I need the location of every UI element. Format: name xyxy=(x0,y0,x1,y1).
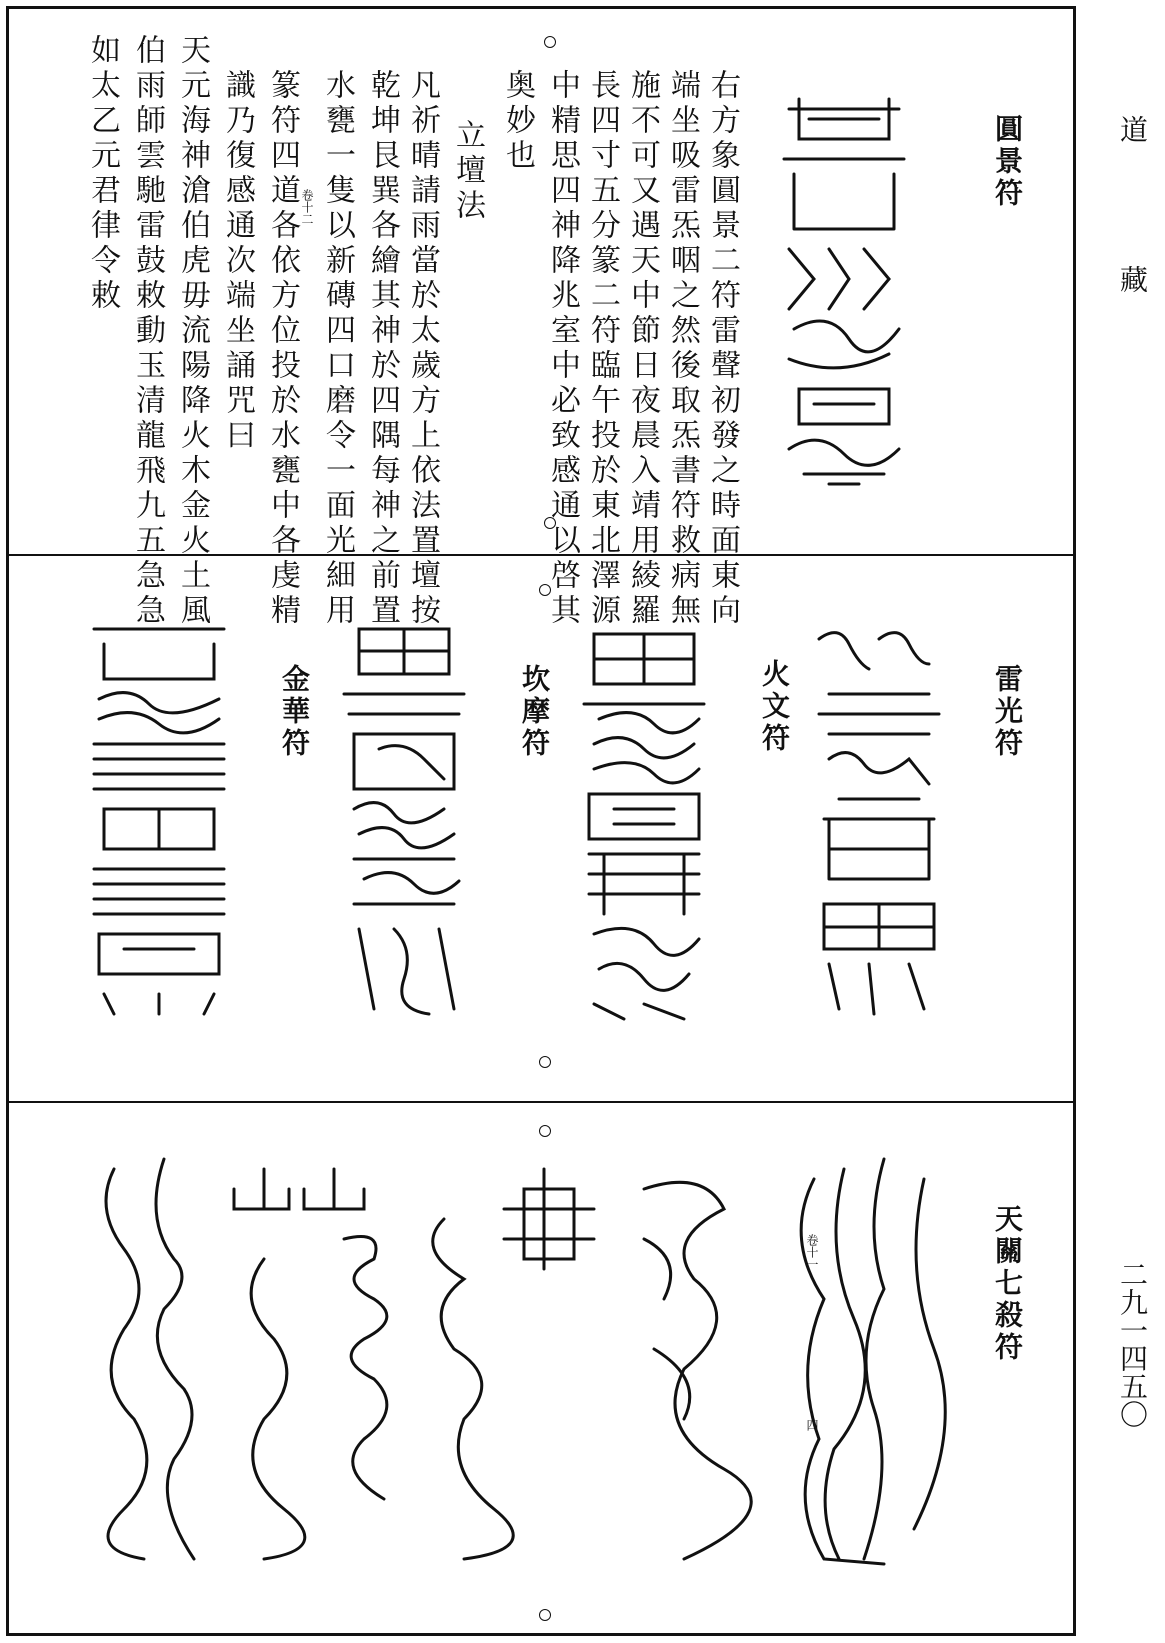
marginal-note-juan: 卷十一 xyxy=(805,1234,819,1270)
section-heading-lishanfa: 立壇法 xyxy=(450,119,485,224)
text-column-6: 奥妙也 xyxy=(500,69,535,174)
huowen-talisman-seal xyxy=(574,624,714,1024)
text-column-13: 天元海神滄伯虎毋流陽降火木金火土風 xyxy=(175,34,210,629)
talisman-label-kanmo: 坎摩符 xyxy=(518,664,551,760)
punctuation-circle xyxy=(544,36,556,48)
text-column-12: 識乃復感通次端坐誦咒曰 xyxy=(220,69,255,454)
text-column-1: 右方象圓景二符雷聲初發之時面東向 xyxy=(705,69,740,629)
page-frame xyxy=(6,6,1076,1636)
punctuation-circle xyxy=(539,1056,551,1068)
text-column-10: 水甕一隻以新磚四口磨令一面光細用 xyxy=(320,69,355,629)
text-column-8: 凡祈晴請雨當於太歲方上依法置壇按 xyxy=(405,69,440,629)
punctuation-circle xyxy=(539,1125,551,1137)
text-column-4: 長四寸五分篆二符臨午投於東北澤源 xyxy=(585,69,620,629)
section-divider xyxy=(9,1101,1073,1103)
leiguang-talisman-seal xyxy=(809,619,949,1019)
kanmo-talisman-seal xyxy=(334,619,474,1019)
talisman-label-leiguang: 雷光符 xyxy=(991,664,1024,760)
text-column-14: 伯雨師雲馳雷鼓敕動玉清龍飛九五急急 xyxy=(130,34,165,629)
marginal-note-number: 四 xyxy=(805,1419,819,1431)
marginal-note-juan: 卷十二 xyxy=(300,189,314,225)
yuanjing-talisman-seal xyxy=(769,79,919,499)
page-number: 二九一四五〇 xyxy=(1116,1260,1149,1428)
text-column-9: 乾坤艮巽各繪其神於四隅每神之前置 xyxy=(365,69,400,629)
talisman-label-jinhua: 金華符 xyxy=(278,664,311,760)
punctuation-circle xyxy=(539,584,551,596)
text-column-3: 施不可又遇天中節日夜晨入靖用綾羅 xyxy=(625,69,660,629)
tianguan-qisha-talisman-seal xyxy=(84,1149,964,1589)
margin-title-bottom: 藏 xyxy=(1116,265,1149,293)
jinhua-talisman-seal xyxy=(84,619,234,1019)
punctuation-circle xyxy=(539,1609,551,1621)
text-column-11: 篆符四道各依方位投於水甕中各虔精 xyxy=(265,69,300,629)
text-column-5: 中精思四神降兆室中必致感通以啓其 xyxy=(545,69,580,629)
talisman-label-yuanjing: 圓景符 xyxy=(991,114,1024,210)
margin-title-top: 道 xyxy=(1116,115,1149,143)
talisman-label-tianguan-qisha: 天關七殺符 xyxy=(991,1204,1024,1364)
text-column-2: 端坐吸雷炁咽之然後取炁書符救病無 xyxy=(665,69,700,629)
text-column-15: 如太乙元君律令敕 xyxy=(85,34,120,314)
punctuation-circle xyxy=(544,517,556,529)
section-divider xyxy=(9,554,1073,556)
talisman-label-huowen: 火文符 xyxy=(758,659,791,755)
